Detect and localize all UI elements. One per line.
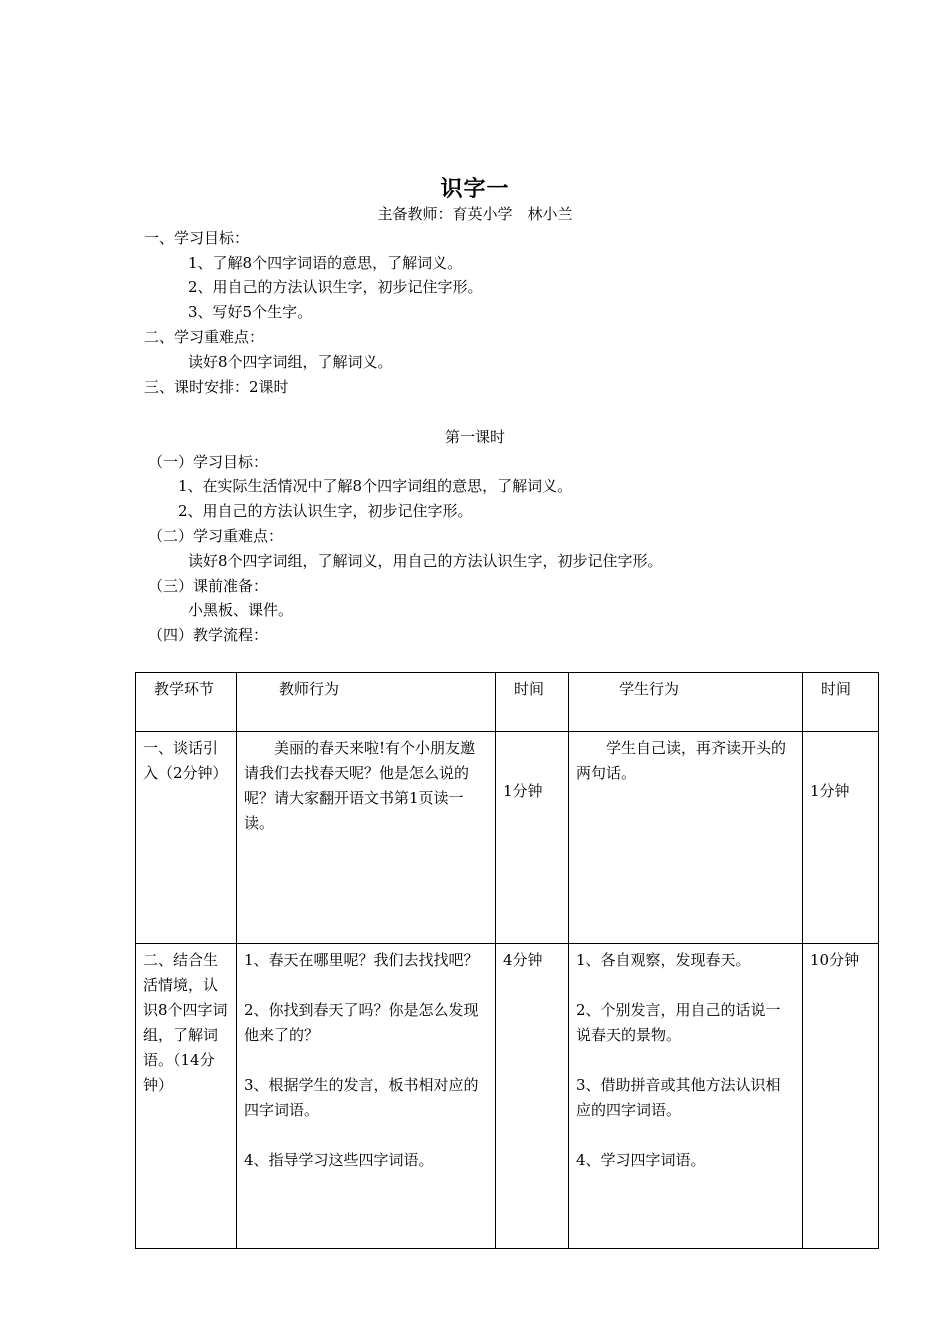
lesson-goal-item: 1、在实际生活情况中了解8个四字词组的意思，了解词义。 — [178, 477, 573, 495]
teacher-time-cell — [496, 944, 569, 1249]
student-step: 4、学习四字词语。 — [576, 1151, 706, 1169]
student-time: 1分钟 — [810, 782, 850, 800]
lesson-goal-item: 2、用自己的方法认识生字，初步记住字形。 — [178, 502, 473, 520]
author-line: 主备教师：育英小学 林小兰 — [377, 205, 573, 223]
lesson-key-text: 读好8个四字词组，了解词义，用自己的方法认识生字，初步记住字形。 — [188, 552, 663, 570]
teaching-flow-table — [135, 672, 879, 1249]
difficulty-text: 读好8个四字词组，了解词义。 — [188, 353, 393, 371]
teacher-step: 4、指导学习这些四字词语。 — [244, 1151, 434, 1169]
stage-text: 二、结合生活情境，认识8个四字词组，了解词语。（14分钟） — [143, 951, 228, 1094]
student-step: 1、各自观察，发现春天。 — [576, 951, 751, 969]
student-text: 学生自己读，再齐读开头的两句话。 — [576, 739, 787, 782]
student-cell — [569, 944, 803, 1249]
teacher-time-cell — [496, 732, 569, 944]
table-header-row — [136, 673, 879, 732]
student-time: 10分钟 — [810, 951, 860, 969]
teacher-step: 1、春天在哪里呢？我们去找找吧？ — [244, 951, 479, 969]
header-stage: 教学环节 — [136, 673, 237, 732]
objectives-heading: 一、学习目标： — [144, 229, 250, 247]
header-teacher: 教师行为 — [237, 673, 496, 732]
header-time: 时间 — [496, 673, 569, 732]
stage-text: 一、谈话引入（2分钟） — [143, 739, 228, 782]
lesson-key-heading: （二）学习重难点： — [148, 527, 284, 545]
lesson-goals-heading: （一）学习目标： — [148, 453, 269, 471]
teacher-time: 1分钟 — [503, 782, 543, 800]
table-row — [136, 944, 879, 1249]
student-time-cell — [803, 944, 879, 1249]
lesson-heading: 第一课时 — [444, 428, 505, 446]
teacher-step: 2、你找到春天了吗？你是怎么发现他来了的？ — [244, 1001, 479, 1044]
student-step: 2、个别发言，用自己的话说一说春天的景物。 — [576, 1001, 781, 1044]
teacher-cell — [237, 732, 496, 944]
stage-cell — [136, 732, 237, 944]
objective-item: 2、用自己的方法认识生字，初步记住字形。 — [188, 278, 483, 296]
document-title: 识字一 — [440, 177, 510, 202]
student-step: 3、借助拼音或其他方法认识相应的四字词语。 — [576, 1076, 781, 1119]
header-student: 学生行为 — [569, 673, 803, 732]
teacher-step: 3、根据学生的发言，板书相对应的四字词语。 — [244, 1076, 479, 1119]
student-time-cell — [803, 732, 879, 944]
stage-cell — [136, 944, 237, 1249]
lesson-flow-heading: （四）教学流程： — [148, 626, 269, 644]
table-row — [136, 732, 879, 944]
lesson-prep-heading: （三）课前准备： — [148, 577, 269, 595]
header-time: 时间 — [803, 673, 879, 732]
student-cell — [569, 732, 803, 944]
teacher-text: 美丽的春天来啦!有个小朋友邀请我们去找春天呢？他是怎么说的呢？请大家翻开语文书第1页读一读。 — [244, 739, 476, 832]
objective-item: 3、写好5个生字。 — [188, 303, 313, 321]
schedule-line: 三、课时安排：2课时 — [144, 378, 289, 396]
teacher-time: 4分钟 — [503, 951, 543, 969]
lesson-prep-text: 小黑板、课件。 — [188, 601, 294, 619]
difficulty-heading: 二、学习重难点： — [144, 328, 265, 346]
objective-item: 1、了解8个四字词语的意思，了解词义。 — [188, 254, 463, 272]
teacher-cell — [237, 944, 496, 1249]
